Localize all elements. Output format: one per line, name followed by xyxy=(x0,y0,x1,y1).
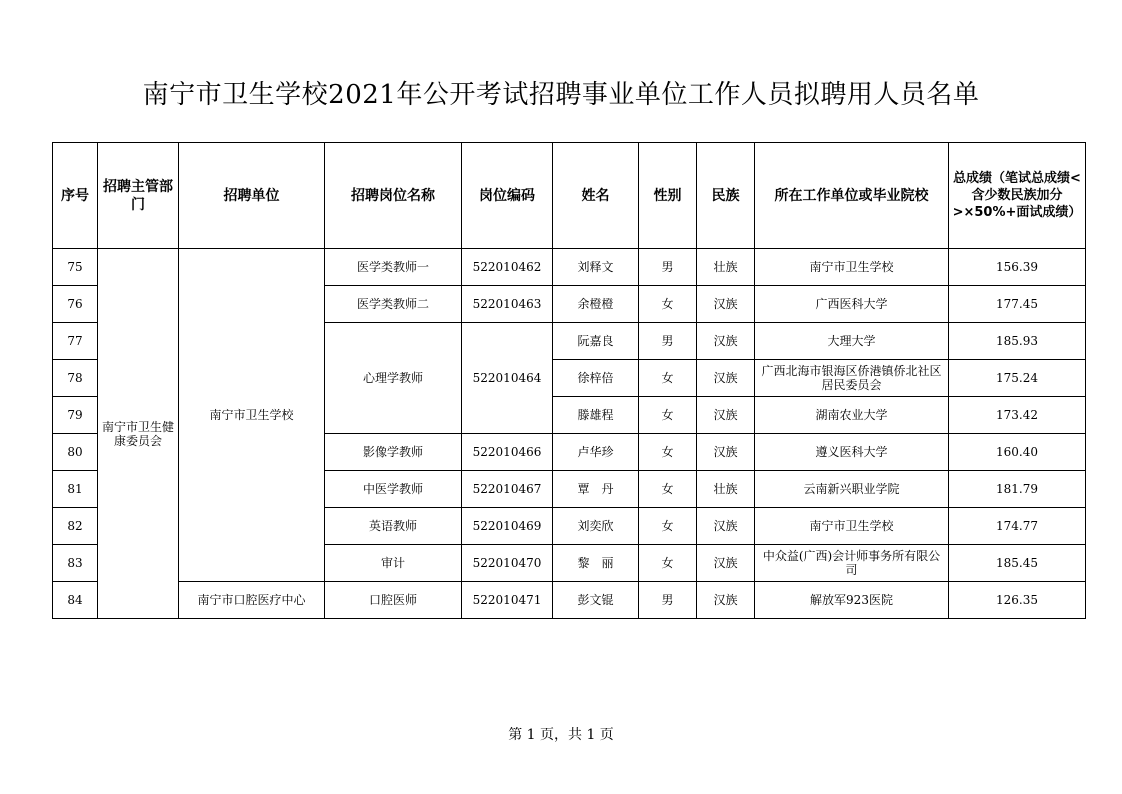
cell-seq: 76 xyxy=(53,286,98,323)
cell-seq: 79 xyxy=(53,397,98,434)
cell-gender: 男 xyxy=(639,323,697,360)
cell-code: 522010462 xyxy=(462,249,553,286)
cell-ethnicity: 汉族 xyxy=(697,286,755,323)
cell-dept: 南宁市卫生健康委员会 xyxy=(98,249,179,619)
cell-score: 185.93 xyxy=(949,323,1086,360)
header-gender: 性别 xyxy=(639,143,697,249)
cell-unit-main: 南宁市卫生学校 xyxy=(179,249,325,582)
cell-school: 南宁市卫生学校 xyxy=(755,508,949,545)
cell-name: 彭文锟 xyxy=(553,582,639,619)
cell-code: 522010469 xyxy=(462,508,553,545)
cell-gender: 男 xyxy=(639,249,697,286)
page-title: 南宁市卫生学校2021年公开考试招聘事业单位工作人员拟聘用人员名单 xyxy=(142,80,980,110)
cell-ethnicity: 汉族 xyxy=(697,323,755,360)
header-code: 岗位编码 xyxy=(462,143,553,249)
cell-name: 黎 丽 xyxy=(553,545,639,582)
cell-code: 522010471 xyxy=(462,582,553,619)
cell-ethnicity: 壮族 xyxy=(697,249,755,286)
cell-ethnicity: 汉族 xyxy=(697,582,755,619)
cell-name: 滕雄程 xyxy=(553,397,639,434)
table-row xyxy=(53,249,1086,286)
cell-name: 徐梓倍 xyxy=(553,360,639,397)
cell-school: 解放军923医院 xyxy=(755,582,949,619)
cell-school: 南宁市卫生学校 xyxy=(755,249,949,286)
cell-gender: 女 xyxy=(639,508,697,545)
header-unit: 招聘单位 xyxy=(179,143,325,249)
cell-gender: 女 xyxy=(639,286,697,323)
cell-gender: 男 xyxy=(639,582,697,619)
cell-ethnicity: 汉族 xyxy=(697,397,755,434)
cell-score: 175.24 xyxy=(949,360,1086,397)
cell-code: 522010463 xyxy=(462,286,553,323)
cell-code-psych: 522010464 xyxy=(462,323,553,434)
table-row xyxy=(53,582,1086,619)
cell-code: 522010466 xyxy=(462,434,553,471)
cell-seq: 78 xyxy=(53,360,98,397)
cell-position: 医学类教师一 xyxy=(325,249,462,286)
cell-position: 审计 xyxy=(325,545,462,582)
cell-ethnicity: 汉族 xyxy=(697,434,755,471)
cell-name: 阮嘉良 xyxy=(553,323,639,360)
cell-ethnicity: 汉族 xyxy=(697,360,755,397)
cell-score: 185.45 xyxy=(949,545,1086,582)
cell-seq: 83 xyxy=(53,545,98,582)
cell-name: 刘奕欣 xyxy=(553,508,639,545)
cell-position: 英语教师 xyxy=(325,508,462,545)
cell-position: 中医学教师 xyxy=(325,471,462,508)
cell-name: 刘释文 xyxy=(553,249,639,286)
cell-school: 云南新兴职业学院 xyxy=(755,471,949,508)
cell-unit-dental: 南宁市口腔医疗中心 xyxy=(179,582,325,619)
cell-name: 覃 丹 xyxy=(553,471,639,508)
cell-gender: 女 xyxy=(639,434,697,471)
cell-school: 广西北海市银海区侨港镇侨北社区居民委员会 xyxy=(755,360,949,397)
cell-seq: 81 xyxy=(53,471,98,508)
cell-name: 卢华珍 xyxy=(553,434,639,471)
cell-seq: 77 xyxy=(53,323,98,360)
header-position: 招聘岗位名称 xyxy=(325,143,462,249)
header-dept: 招聘主管部门 xyxy=(98,143,179,249)
cell-ethnicity: 汉族 xyxy=(697,545,755,582)
cell-score: 160.40 xyxy=(949,434,1086,471)
cell-score: 174.77 xyxy=(949,508,1086,545)
cell-position-psych: 心理学教师 xyxy=(325,323,462,434)
header-score: 总成绩（笔试总成绩<含少数民族加分>×50%+面试成绩） xyxy=(949,143,1086,249)
cell-seq: 80 xyxy=(53,434,98,471)
page-footer: 第 1 页，共 1 页 xyxy=(508,727,614,743)
cell-school: 广西医科大学 xyxy=(755,286,949,323)
header-school: 所在工作单位或毕业院校 xyxy=(755,143,949,249)
table-header-row xyxy=(53,143,1086,249)
cell-code: 522010470 xyxy=(462,545,553,582)
cell-score: 173.42 xyxy=(949,397,1086,434)
cell-position: 医学类教师二 xyxy=(325,286,462,323)
recruitment-table xyxy=(52,142,1086,619)
cell-gender: 女 xyxy=(639,545,697,582)
header-ethnicity: 民族 xyxy=(697,143,755,249)
cell-name: 余橙橙 xyxy=(553,286,639,323)
cell-school: 遵义医科大学 xyxy=(755,434,949,471)
cell-seq: 84 xyxy=(53,582,98,619)
cell-gender: 女 xyxy=(639,360,697,397)
header-name: 姓名 xyxy=(553,143,639,249)
cell-position: 口腔医师 xyxy=(325,582,462,619)
cell-seq: 82 xyxy=(53,508,98,545)
cell-ethnicity: 汉族 xyxy=(697,508,755,545)
cell-position: 影像学教师 xyxy=(325,434,462,471)
cell-score: 177.45 xyxy=(949,286,1086,323)
cell-score: 181.79 xyxy=(949,471,1086,508)
cell-gender: 女 xyxy=(639,397,697,434)
cell-school: 中众益(广西)会计师事务所有限公司 xyxy=(755,545,949,582)
cell-school: 湖南农业大学 xyxy=(755,397,949,434)
cell-code: 522010467 xyxy=(462,471,553,508)
cell-ethnicity: 壮族 xyxy=(697,471,755,508)
cell-score: 126.35 xyxy=(949,582,1086,619)
cell-gender: 女 xyxy=(639,471,697,508)
cell-score: 156.39 xyxy=(949,249,1086,286)
header-seq: 序号 xyxy=(53,143,98,249)
cell-school: 大理大学 xyxy=(755,323,949,360)
cell-seq: 75 xyxy=(53,249,98,286)
